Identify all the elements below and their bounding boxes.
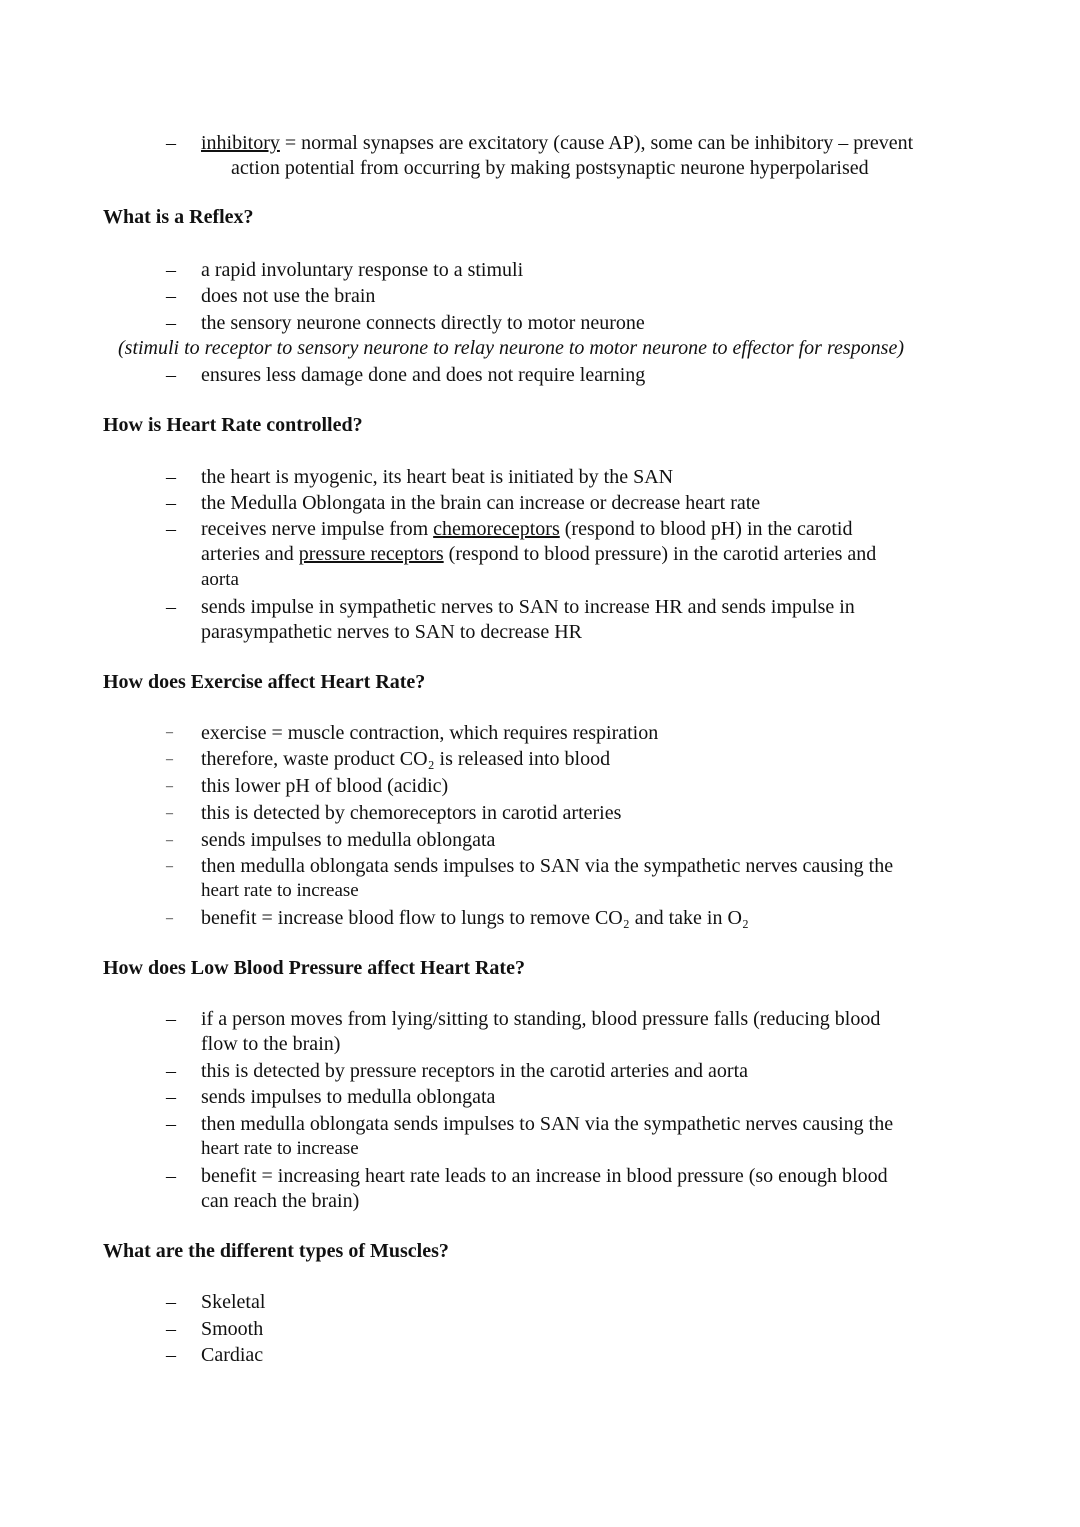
reflex-item: does not use the brain xyxy=(201,285,376,307)
exercise-item: exercise = muscle contraction, which requires respiration xyxy=(201,722,659,744)
bullet-dash: – xyxy=(166,285,176,307)
chemoreceptors-term: chemoreceptors xyxy=(433,518,560,540)
bullet-dash: – xyxy=(166,132,176,154)
low-bp-item: this is detected by pressure receptors in the carotid arteries and aorta xyxy=(201,1060,749,1082)
bullet-dash: – xyxy=(166,492,176,514)
heart-rate-item-nerves-line-1: sends impulse in sympathetic nerves to SAN to increase HR and sends impulse in xyxy=(201,596,855,618)
bullet-dash: – xyxy=(166,1165,176,1187)
heart-rate-item-receptors-line-2 xyxy=(201,541,876,567)
exercise-item: then medulla oblongata sends impulses to SAN via the sympathetic nerves causing the xyxy=(201,855,894,877)
low-bp-item: sends impulses to medulla oblongata xyxy=(201,1086,496,1108)
muscle-type-item: Smooth xyxy=(201,1318,264,1340)
heading-heart-rate: How is Heart Rate controlled? xyxy=(103,414,363,436)
exercise-item: this lower pH of blood (acidic) xyxy=(201,775,449,797)
bullet-dash: – xyxy=(166,1318,176,1340)
bullet-dash: – xyxy=(166,1008,176,1030)
reflex-pathway-note: (stimuli to receptor to sensory neurone to relay neurone to motor neurone to effector for response) xyxy=(118,337,904,359)
exercise-item: this is detected by chemoreceptors in carotid arteries xyxy=(201,802,622,824)
bullet-dash: – xyxy=(166,466,176,488)
inhibitory-term: inhibitory xyxy=(201,132,280,154)
bullet-dash: – xyxy=(166,1113,176,1135)
reflex-item: the sensory neurone connects directly to motor neurone xyxy=(201,312,645,334)
bullet-dash: – xyxy=(166,806,173,821)
bullet-dash: – xyxy=(166,596,176,618)
bullet-dash: – xyxy=(166,518,176,540)
reflex-item: ensures less damage done and does not require learning xyxy=(201,364,646,386)
muscle-type-item: Cardiac xyxy=(201,1344,264,1366)
heart-rate-item: the Medulla Oblongata in the brain can increase or decrease heart rate xyxy=(201,492,761,514)
heading-low-blood-pressure: How does Low Blood Pressure affect Heart Rate? xyxy=(103,957,525,979)
low-bp-item-line-1: benefit = increasing heart rate leads to an increase in blood pressure (so enough blood xyxy=(201,1165,888,1187)
inhibitory-line-2: action potential from occurring by making postsynaptic neurone hyperpolarised xyxy=(231,157,869,179)
bullet-dash: – xyxy=(166,259,176,281)
exercise-item: therefore, waste product CO₂ is released into blood xyxy=(201,748,611,770)
inhibitory-definition: = normal synapses are excitatory (cause AP), some can be inhibitory – prevent xyxy=(279,132,914,154)
bullet-dash: – xyxy=(166,1086,176,1108)
low-bp-item-line-1: if a person moves from lying/sitting to standing, blood pressure falls (reducing blood xyxy=(201,1008,881,1030)
heart-rate-item: the heart is myogenic, its heart beat is initiated by the SAN xyxy=(201,466,674,488)
heading-reflex: What is a Reflex? xyxy=(103,206,254,228)
bullet-dash: – xyxy=(166,312,176,334)
reflex-item: a rapid involuntary response to a stimuli xyxy=(201,259,524,281)
pressure-receptors-term: pressure receptors xyxy=(298,543,444,565)
text-fragment: (respond to blood pressure) in the carotid arteries and xyxy=(443,543,877,565)
exercise-item: benefit = increase blood flow to lungs to remove CO₂ and take in O₂ xyxy=(201,907,749,929)
bullet-dash: – xyxy=(166,752,173,767)
bullet-dash: – xyxy=(166,1344,176,1366)
bullet-dash: – xyxy=(166,364,176,386)
bullet-dash: – xyxy=(166,1291,176,1313)
bullet-dash: – xyxy=(166,725,173,740)
inhibitory-line-1 xyxy=(201,130,913,156)
heart-rate-item-nerves-line-2: parasympathetic nerves to SAN to decrease HR xyxy=(201,621,582,643)
exercise-item: sends impulses to medulla oblongata xyxy=(201,829,496,851)
low-bp-item-line-2: flow to the brain) xyxy=(201,1033,341,1055)
heading-muscles: What are the different types of Muscles? xyxy=(103,1240,449,1262)
bullet-dash: – xyxy=(166,911,173,926)
bullet-dash: – xyxy=(166,833,173,848)
heading-exercise: How does Exercise affect Heart Rate? xyxy=(103,671,426,693)
text-fragment: arteries and xyxy=(201,543,299,565)
low-bp-item-line-2: can reach the brain) xyxy=(201,1190,360,1212)
heart-rate-item-receptors-line-3: aorta xyxy=(201,569,239,590)
bullet-dash: – xyxy=(166,859,173,874)
exercise-item-continued: heart rate to increase xyxy=(201,880,359,901)
muscle-type-item: Skeletal xyxy=(201,1291,266,1313)
bullet-dash: – xyxy=(166,779,173,794)
bullet-dash: – xyxy=(166,1060,176,1082)
low-bp-item-line-1: then medulla oblongata sends impulses to SAN via the sympathetic nerves causing the xyxy=(201,1113,894,1135)
low-bp-item-line-2: heart rate to increase xyxy=(201,1138,359,1159)
text-fragment: (respond to blood pH) in the carotid xyxy=(559,518,853,540)
heart-rate-item-receptors-line-1 xyxy=(201,516,852,542)
text-fragment: receives nerve impulse from xyxy=(201,518,434,540)
